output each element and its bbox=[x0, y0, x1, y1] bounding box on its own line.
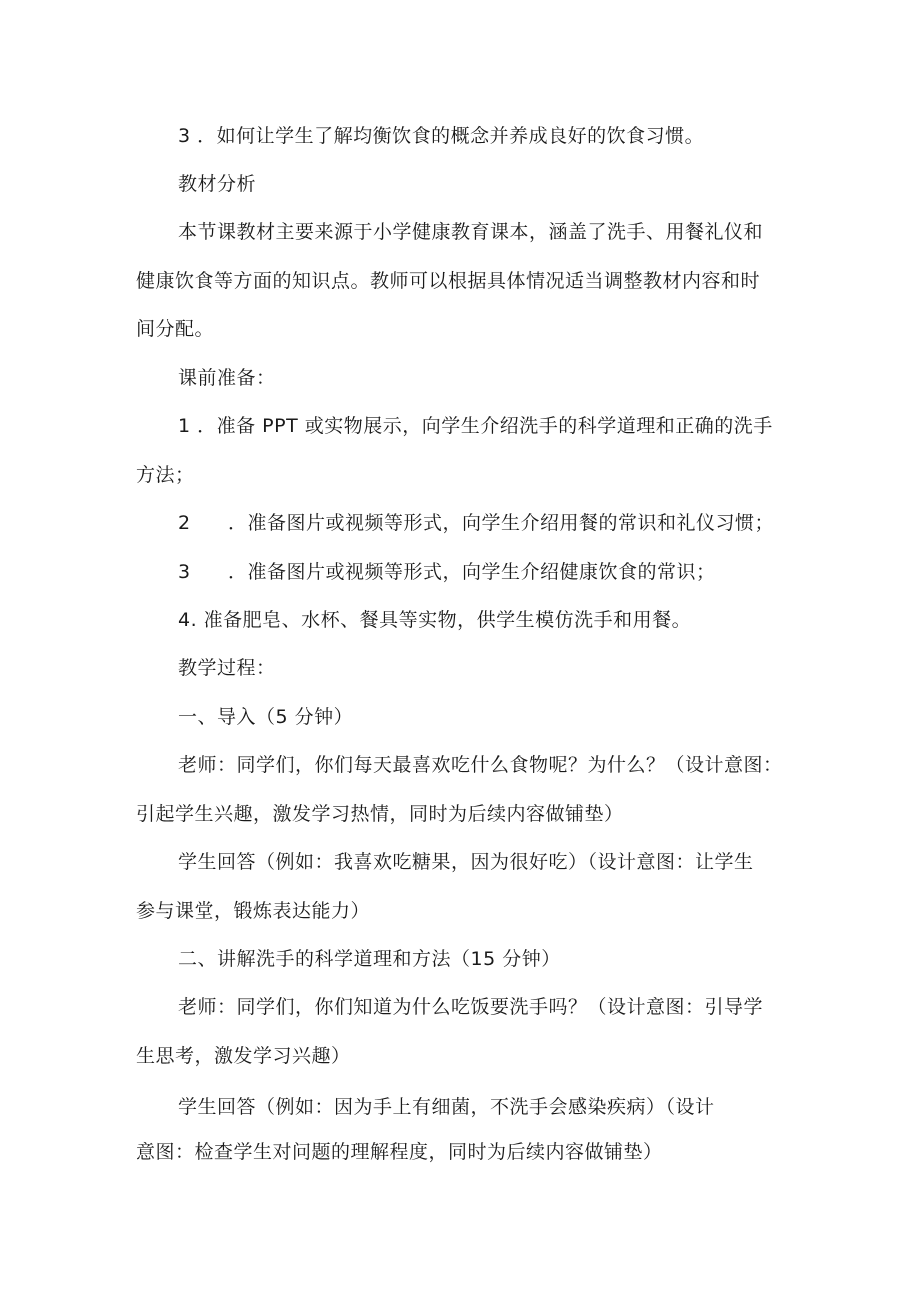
heading-textbook-analysis: 教材分析 bbox=[178, 173, 257, 195]
paragraph-line: 学生回答（例如：我喜欢吃糖果，因为很好吃）（设计意图：让学生 bbox=[178, 851, 754, 873]
paragraph-line: 意图：检查学生对问题的理解程度，同时为后续内容做铺垫） bbox=[136, 1141, 663, 1163]
list-item-3-prep: ．准备图片或视频等形式，向学生介绍健康饮食的常识； bbox=[228, 561, 716, 583]
list-number-2: 2 bbox=[178, 512, 191, 534]
section-handwashing: 二、讲解洗手的科学道理和方法（15 分钟） bbox=[178, 948, 561, 970]
paragraph-line: 老师：同学们，你们知道为什么吃饭要洗手吗？（设计意图：引导学 bbox=[178, 996, 764, 1018]
paragraph-line: 生思考，激发学习兴趣） bbox=[136, 1045, 351, 1067]
heading-teaching-process: 教学过程： bbox=[178, 657, 276, 679]
paragraph-line: 引起学生兴趣，激发学习热情，同时为后续内容做铺垫） bbox=[136, 803, 624, 825]
paragraph-line: 本节课教材主要来源于小学健康教育课本，涵盖了洗手、用餐礼仪和 bbox=[178, 221, 764, 243]
paragraph-line: 健康饮食等方面的知识点。教师可以根据具体情况适当调整教材内容和时 bbox=[136, 270, 761, 292]
paragraph-line: 学生回答（例如：因为手上有细菌，不洗手会感染疾病）（设计 bbox=[178, 1096, 715, 1118]
list-item-1-cont: 方法； bbox=[136, 464, 195, 486]
section-intro: 一、导入（5 分钟） bbox=[178, 706, 354, 728]
paragraph-line: 老师：同学们，你们每天最喜欢吃什么食物呢？为什么？（设计意图： bbox=[178, 754, 783, 776]
list-item-1: 1 ．准备 PPT 或实物展示，向学生介绍洗手的科学道理和正确的洗手 bbox=[178, 415, 773, 437]
list-item-4: 4. 准备肥皂、水杯、餐具等实物，供学生模仿洗手和用餐。 bbox=[178, 609, 692, 631]
list-number-3: 3 bbox=[178, 561, 191, 583]
list-item-2: ．准备图片或视频等形式，向学生介绍用餐的常识和礼仪习惯； bbox=[228, 512, 775, 534]
paragraph-line: 参与课堂，锻炼表达能力） bbox=[136, 900, 371, 922]
heading-preparation: 课前准备： bbox=[178, 367, 276, 389]
paragraph-line: 间分配。 bbox=[136, 318, 215, 340]
list-item-3: 3 ．如何让学生了解均衡饮食的概念并养成良好的饮食习惯。 bbox=[178, 125, 705, 147]
